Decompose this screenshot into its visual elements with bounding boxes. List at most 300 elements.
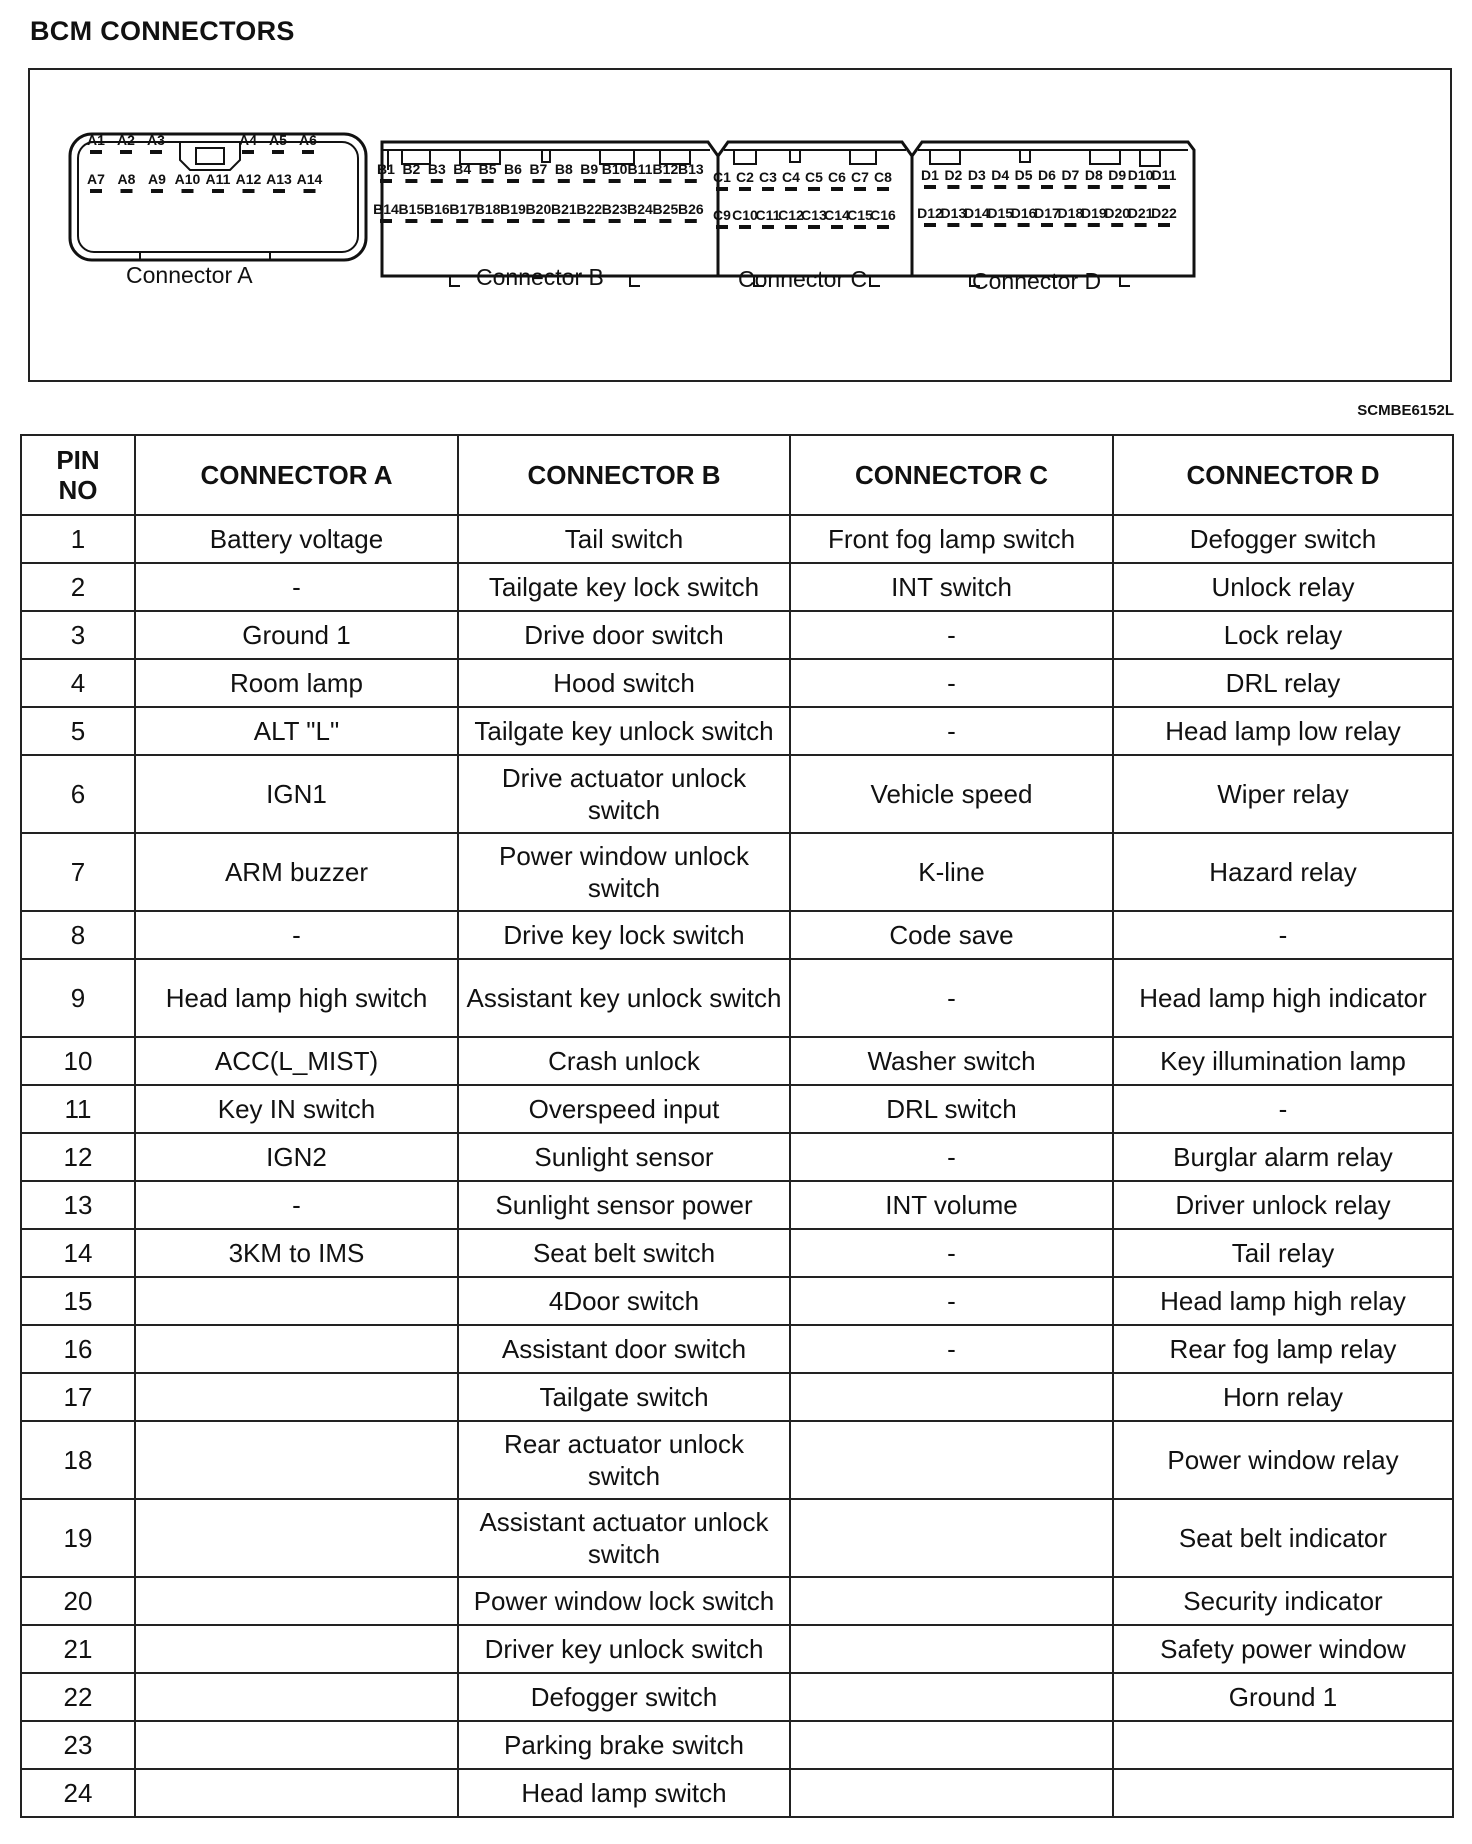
connector-c-cell: INT volume (790, 1181, 1113, 1229)
connector-a-cell (135, 1421, 458, 1499)
connector-a-cell: ACC(L_MIST) (135, 1037, 458, 1085)
pin-label: C13 (801, 207, 827, 223)
pin-slot (762, 187, 774, 191)
pin-slot (716, 225, 728, 229)
pin-label: A4 (239, 132, 257, 148)
pin-label: D15 (987, 205, 1014, 221)
connector-c-cell (790, 1673, 1113, 1721)
connector-a-cell (135, 1625, 458, 1673)
pin-label: B14 (373, 201, 399, 217)
connector-d-pins (917, 167, 1177, 227)
pin-label: C15 (847, 207, 873, 223)
pin-label: D12 (917, 205, 943, 221)
table-row (21, 1085, 1453, 1133)
connector-b-cell: Tailgate switch (458, 1373, 790, 1421)
connector-b-cell: Assistant key unlock switch (458, 959, 790, 1037)
connector-c-cell: DRL switch (790, 1085, 1113, 1133)
connector-a-cell: Room lamp (135, 659, 458, 707)
connector-b-cell: Defogger switch (458, 1673, 790, 1721)
pin-slot (558, 219, 570, 223)
pin-label: B16 (423, 201, 450, 217)
header-connector-a: CONNECTOR A (135, 435, 458, 515)
pin-number-cell: 24 (21, 1769, 135, 1817)
pin-slot (785, 225, 797, 229)
connector-c-pins (713, 169, 896, 229)
pin-slot (659, 179, 671, 183)
connector-c-cell: Vehicle speed (790, 755, 1113, 833)
pin-slot (380, 179, 392, 183)
pin-number-cell: 10 (21, 1037, 135, 1085)
pin-slot (583, 219, 595, 223)
pin-number-cell: 23 (21, 1721, 135, 1769)
pin-label: C9 (713, 207, 731, 223)
pin-slot (1041, 223, 1053, 227)
connector-d-cell: Unlock relay (1113, 563, 1453, 611)
pin-slot (456, 219, 468, 223)
table-row (21, 1499, 1453, 1577)
pin-slot (242, 150, 254, 154)
connector-d-cell: Key illumination lamp (1113, 1037, 1453, 1085)
pin-number-cell: 15 (21, 1277, 135, 1325)
connector-b-cell: Seat belt switch (458, 1229, 790, 1277)
pin-label: A5 (269, 132, 287, 148)
pin-slot (877, 225, 889, 229)
pin-label: C6 (828, 169, 846, 185)
pin-slot (243, 189, 255, 193)
connector-a-cell (135, 1769, 458, 1817)
connector-a-cell (135, 1277, 458, 1325)
pin-slot (1111, 185, 1123, 189)
pin-number-cell: 14 (21, 1229, 135, 1277)
header-connector-d: CONNECTOR D (1113, 435, 1453, 515)
pin-slot (121, 189, 133, 193)
pin-slot (1111, 223, 1123, 227)
connector-d-cell: Safety power window (1113, 1625, 1453, 1673)
page-title: BCM CONNECTORS (30, 16, 295, 46)
connector-b-cell: Sunlight sensor (458, 1133, 790, 1181)
pin-label: C8 (874, 169, 892, 185)
pin-slot (994, 185, 1006, 189)
header-connector-b: CONNECTOR B (458, 435, 790, 515)
pin-slot (854, 225, 866, 229)
pin-slot (994, 223, 1006, 227)
pin-slot (380, 219, 392, 223)
connector-b-cell: Drive actuator unlock switch (458, 755, 790, 833)
pin-number-cell: 3 (21, 611, 135, 659)
table-row (21, 1421, 1453, 1499)
connector-c-cell (790, 1373, 1113, 1421)
connector-drawing (30, 70, 1454, 384)
connector-diagram (28, 68, 1452, 382)
pin-label: D5 (1014, 167, 1033, 183)
pin-slot (583, 179, 595, 183)
table-row (21, 1373, 1453, 1421)
pin-slot (634, 179, 646, 183)
table-row (21, 659, 1453, 707)
connector-b-cell: Sunlight sensor power (458, 1181, 790, 1229)
pin-slot (808, 225, 820, 229)
pin-number-cell: 1 (21, 515, 135, 563)
pin-label: C12 (778, 207, 804, 223)
table-row (21, 1277, 1453, 1325)
pin-label: D19 (1080, 205, 1107, 221)
pin-label: A7 (87, 171, 105, 187)
connector-b-cell: Power window unlock switch (458, 833, 790, 911)
pin-label: A6 (299, 132, 317, 148)
pin-label: C14 (824, 207, 850, 223)
pin-slot (431, 219, 443, 223)
pin-slot (182, 189, 194, 193)
header-pin-line1: PIN (56, 445, 100, 475)
connector-d-cell: Head lamp high relay (1113, 1277, 1453, 1325)
pin-label: C1 (713, 169, 731, 185)
pin-label: B24 (627, 201, 653, 217)
pin-label: B10 (601, 161, 628, 177)
connector-c-cell: - (790, 1133, 1113, 1181)
connector-c-cell: - (790, 611, 1113, 659)
pin-slot (532, 179, 544, 183)
connector-d-label: Connector D (972, 268, 1102, 294)
pin-label: D1 (921, 167, 939, 183)
pin-label: D20 (1104, 205, 1131, 221)
connector-a-cell: - (135, 1181, 458, 1229)
connector-d-cell: Horn relay (1113, 1373, 1453, 1421)
pin-slot (762, 225, 774, 229)
table-row (21, 707, 1453, 755)
connector-a-cell: 3KM to IMS (135, 1229, 458, 1277)
pin-slot (831, 225, 843, 229)
connector-a-cell: - (135, 563, 458, 611)
table-row (21, 1769, 1453, 1817)
table-body (21, 515, 1453, 1817)
table-row (21, 911, 1453, 959)
pin-label: B8 (554, 161, 573, 177)
connector-a-cell: - (135, 911, 458, 959)
connector-a-cell: Ground 1 (135, 611, 458, 659)
pin-label: D2 (944, 167, 963, 183)
pin-number-cell: 5 (21, 707, 135, 755)
pin-number-cell: 6 (21, 755, 135, 833)
pin-label: A2 (117, 132, 135, 148)
pin-label: B15 (398, 201, 425, 217)
table-header-row (21, 435, 1453, 515)
pin-label: C16 (870, 207, 896, 223)
pin-label: B7 (529, 161, 548, 177)
connector-b-cell: Drive key lock switch (458, 911, 790, 959)
pin-label: D13 (940, 205, 967, 221)
pin-label: D16 (1010, 205, 1037, 221)
pin-slot (1158, 223, 1170, 227)
connector-a-cell (135, 1721, 458, 1769)
pin-label: A9 (148, 171, 166, 187)
connector-b-cell: Head lamp switch (458, 1769, 790, 1817)
pin-number-cell: 7 (21, 833, 135, 911)
connector-d-cell: Driver unlock relay (1113, 1181, 1453, 1229)
connector-b-cell: Rear actuator unlock switch (458, 1421, 790, 1499)
connector-a-cell: Key IN switch (135, 1085, 458, 1133)
pin-label: C3 (759, 169, 777, 185)
pin-label: D21 (1127, 205, 1154, 221)
table-row (21, 611, 1453, 659)
pin-slot (405, 219, 417, 223)
pin-label: B17 (449, 201, 476, 217)
pin-slot (947, 185, 959, 189)
pin-slot (1064, 185, 1076, 189)
connector-a-cell: IGN1 (135, 755, 458, 833)
pin-label: C4 (782, 169, 800, 185)
pin-label: D18 (1057, 205, 1084, 221)
connector-b-cell: Assistant door switch (458, 1325, 790, 1373)
connector-c-cell: - (790, 1229, 1113, 1277)
pin-slot (739, 225, 751, 229)
pin-slot (90, 189, 102, 193)
pin-number-cell: 12 (21, 1133, 135, 1181)
pin-slot (507, 179, 519, 183)
pin-slot (854, 187, 866, 191)
pin-label: D3 (967, 167, 986, 183)
pin-label: B18 (474, 201, 501, 217)
pin-number-cell: 11 (21, 1085, 135, 1133)
connector-d-cell: Head lamp low relay (1113, 707, 1453, 755)
connector-d-cell: DRL relay (1113, 659, 1453, 707)
connector-b-cell: Tail switch (458, 515, 790, 563)
pin-number-cell: 17 (21, 1373, 135, 1421)
pin-label: A3 (147, 132, 165, 148)
pin-label: A8 (117, 171, 136, 187)
table-row (21, 563, 1453, 611)
connector-c-cell: - (790, 1325, 1113, 1373)
connector-c-cell: Code save (790, 911, 1113, 959)
connector-a-cell (135, 1373, 458, 1421)
pin-label: B19 (500, 201, 526, 217)
connector-a-cell: IGN2 (135, 1133, 458, 1181)
connector-c-cell (790, 1625, 1113, 1673)
pin-slot (1018, 185, 1030, 189)
pin-label: A12 (235, 171, 262, 187)
connector-d-cell: Burglar alarm relay (1113, 1133, 1453, 1181)
pin-label: A1 (87, 132, 105, 148)
connector-a-cell: ARM buzzer (135, 833, 458, 911)
table-row (21, 1229, 1453, 1277)
pin-label: D8 (1084, 167, 1103, 183)
pin-slot (685, 179, 697, 183)
connector-b-cell: Tailgate key unlock switch (458, 707, 790, 755)
connector-a-cell (135, 1577, 458, 1625)
pin-label: B3 (427, 161, 446, 177)
pin-slot (924, 185, 936, 189)
pin-label: B1 (377, 161, 395, 177)
pin-slot (1158, 185, 1170, 189)
pin-slot (609, 219, 621, 223)
pin-slot (151, 189, 163, 193)
pin-label: A10 (174, 171, 201, 187)
connector-a-label: Connector A (126, 262, 253, 288)
connector-b-cell: Overspeed input (458, 1085, 790, 1133)
pin-label: A11 (205, 171, 231, 187)
pin-number-cell: 8 (21, 911, 135, 959)
connector-d-cell: Defogger switch (1113, 515, 1453, 563)
connector-d-cell: - (1113, 911, 1453, 959)
pin-slot (507, 219, 519, 223)
pin-slot (808, 187, 820, 191)
pin-slot (150, 150, 162, 154)
connector-a-cell: Battery voltage (135, 515, 458, 563)
pin-label: D14 (963, 205, 990, 221)
pin-slot (431, 179, 443, 183)
pin-label: D7 (1061, 167, 1080, 183)
pin-label: B21 (550, 201, 577, 217)
pin-slot (273, 189, 285, 193)
header-connector-c: CONNECTOR C (790, 435, 1113, 515)
pin-label: C2 (736, 169, 754, 185)
pin-slot (1041, 185, 1053, 189)
pin-label: D4 (991, 167, 1010, 183)
connector-b-cell: Tailgate key lock switch (458, 563, 790, 611)
table-row (21, 1577, 1453, 1625)
connector-c-cell: INT switch (790, 563, 1113, 611)
pin-slot (1018, 223, 1030, 227)
pin-slot (831, 187, 843, 191)
figure-code: SCMBE6152L (1357, 402, 1454, 419)
pin-slot (924, 223, 936, 227)
pin-label: B6 (504, 161, 522, 177)
pin-slot (1088, 185, 1100, 189)
pin-number-cell: 16 (21, 1325, 135, 1373)
connector-d-cell: Tail relay (1113, 1229, 1453, 1277)
table-row (21, 1673, 1453, 1721)
pin-label: B13 (677, 161, 704, 177)
pin-slot (482, 179, 494, 183)
pin-label: B12 (652, 161, 679, 177)
connector-c-cell: - (790, 959, 1113, 1037)
connector-c-cell (790, 1721, 1113, 1769)
connector-d-cell: Head lamp high indicator (1113, 959, 1453, 1037)
pin-label: B4 (453, 161, 472, 177)
table-row (21, 1625, 1453, 1673)
pin-slot (634, 219, 646, 223)
connector-c-cell (790, 1577, 1113, 1625)
pin-table (20, 434, 1454, 1818)
pin-slot (971, 185, 983, 189)
pin-number-cell: 18 (21, 1421, 135, 1499)
pin-slot (877, 187, 889, 191)
connector-d-cell: Ground 1 (1113, 1673, 1453, 1721)
pin-label: A13 (266, 171, 292, 187)
connector-b-pins (373, 161, 704, 223)
table-row (21, 833, 1453, 911)
connector-c-cell (790, 1499, 1113, 1577)
connector-a-cell: ALT "L" (135, 707, 458, 755)
pin-label: B11 (627, 161, 653, 177)
connector-d-cell: Wiper relay (1113, 755, 1453, 833)
connector-a-cell (135, 1673, 458, 1721)
pin-number-cell: 20 (21, 1577, 135, 1625)
connector-c-cell: - (790, 659, 1113, 707)
table-row (21, 1325, 1453, 1373)
pin-number-cell: 2 (21, 563, 135, 611)
connector-a-cell (135, 1325, 458, 1373)
pin-slot (405, 179, 417, 183)
connector-c-cell (790, 1769, 1113, 1817)
connector-d-cell (1113, 1721, 1453, 1769)
pin-slot (302, 150, 314, 154)
pin-slot (1088, 223, 1100, 227)
pin-slot (304, 189, 316, 193)
pin-slot (90, 150, 102, 154)
connector-c-label: Connector C (738, 266, 868, 292)
connector-c-cell: - (790, 1277, 1113, 1325)
connector-b-cell: Drive door switch (458, 611, 790, 659)
header-pin-no (21, 435, 135, 515)
pin-slot (739, 187, 751, 191)
connector-b-cell: Driver key unlock switch (458, 1625, 790, 1673)
pin-slot (482, 219, 494, 223)
connector-b-label: Connector B (476, 264, 604, 290)
pin-slot (1064, 223, 1076, 227)
connector-a-cell: Head lamp high switch (135, 959, 458, 1037)
pin-label: D22 (1151, 205, 1177, 221)
pin-number-cell: 13 (21, 1181, 135, 1229)
connector-c-cell: K-line (790, 833, 1113, 911)
pin-label: B23 (601, 201, 628, 217)
pin-label: B5 (478, 161, 497, 177)
connector-a-cell (135, 1499, 458, 1577)
table-row (21, 515, 1453, 563)
pin-label: B22 (576, 201, 603, 217)
connector-b-cell: 4Door switch (458, 1277, 790, 1325)
connector-c-cell: Front fog lamp switch (790, 515, 1113, 563)
connector-d-cell (1113, 1769, 1453, 1817)
pin-slot (785, 187, 797, 191)
table-row (21, 755, 1453, 833)
connector-d-cell: Seat belt indicator (1113, 1499, 1453, 1577)
pin-slot (685, 219, 697, 223)
pin-slot (558, 179, 570, 183)
pin-slot (659, 219, 671, 223)
pin-slot (212, 189, 224, 193)
connector-c-cell: - (790, 707, 1113, 755)
connector-a-shape (70, 134, 366, 260)
connector-b-cell: Crash unlock (458, 1037, 790, 1085)
pin-label: C10 (732, 207, 758, 223)
pin-slot (456, 179, 468, 183)
pin-label: A14 (296, 171, 323, 187)
connector-d-cell: Lock relay (1113, 611, 1453, 659)
pin-label: D10 (1127, 167, 1154, 183)
table-row (21, 1721, 1453, 1769)
pin-label: C7 (851, 169, 869, 185)
connector-b-cell: Power window lock switch (458, 1577, 790, 1625)
connector-d-cell: Rear fog lamp relay (1113, 1325, 1453, 1373)
pin-number-cell: 22 (21, 1673, 135, 1721)
pin-number-cell: 21 (21, 1625, 135, 1673)
table-row (21, 1037, 1453, 1085)
pin-label: D6 (1038, 167, 1056, 183)
connector-d-cell: Security indicator (1113, 1577, 1453, 1625)
pin-label: B25 (652, 201, 679, 217)
pin-slot (272, 150, 284, 154)
pin-label: D11 (1151, 167, 1177, 183)
pin-slot (947, 223, 959, 227)
connector-b-cell: Hood switch (458, 659, 790, 707)
table-row (21, 1181, 1453, 1229)
header-pin-line2: NO (58, 475, 98, 505)
pin-slot (1135, 223, 1147, 227)
pin-label: B9 (580, 161, 599, 177)
pin-label: B26 (677, 201, 704, 217)
pin-label: C11 (755, 207, 781, 223)
pin-number-cell: 9 (21, 959, 135, 1037)
